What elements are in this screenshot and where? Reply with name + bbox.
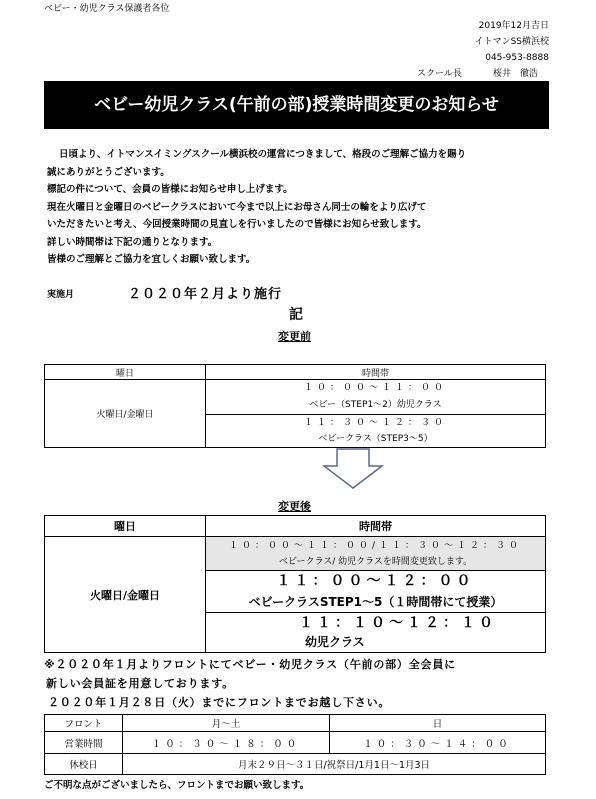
body-line: 詳しい時間帯は下記の通りとなります。 [47,236,218,248]
after-slot-2-class: 幼児クラス [305,635,365,649]
notice-line-1: ※２０２０年１月よりフロントにてベビー・幼児クラス（午前の部）全会員に [44,658,456,671]
principal-name: 桜井 徹浩 [493,69,539,79]
after-old-times: １０：００～１１：００/１１：３０～１２：３０ [228,540,523,551]
front-col-label: フロント [45,715,123,732]
front-hours-sunday: １０：３０～１４：００ [330,732,546,754]
footer-note: ご不明な点がございましたら、フロントまでお願い致します。 [44,780,310,791]
after-slot-1 [206,571,546,613]
down-arrow-icon [322,448,384,490]
front-closed-label: 休校日 [45,754,123,775]
ki-heading: 記 [289,307,303,323]
before-col-time: 時間帯 [206,365,546,380]
before-slot-2 [206,415,546,448]
after-heading: 変更後 [278,500,311,513]
before-slot-1-class: ベビー（STEP1～2）幼児クラス [309,400,442,410]
after-slot-2 [206,613,546,653]
phone-number: 045-953-8888 [485,53,549,63]
before-day-cell: 火曜日/金曜日 [45,380,206,448]
notice-line-3: ２０２０年１月２８日（火）までにフロントまでお越し下さい。 [48,696,391,709]
before-heading: 変更前 [278,330,311,343]
body-line: いただきたいと考え、今回授業時間の見直しを行いましたので皆様にお知らせ致します。 [47,219,427,230]
after-old-note: ベビークラス/ 幼児クラスを時間変更致します。 [278,556,473,567]
before-slot-2-class: ベビークラス（STEP3～5） [318,434,433,444]
after-slot-1-class: ベビークラスSTEP1～5（１時間帯にて授業） [248,595,503,609]
before-slot-2-time: １１：３０～１２：３０ [303,418,447,428]
recipient: ベビー・幼児クラス保護者各位 [44,4,170,14]
after-col-time: 時間帯 [206,516,546,537]
principal-title: スクール長 [417,69,462,79]
after-slot-1-time: １１：００～１２：００ [276,573,475,589]
notice-line-2: 新しい会員証を用意しております。 [46,677,234,690]
front-col-sunday: 日 [330,715,546,732]
body-line: 誠にありがとうございます。 [47,166,170,178]
front-hours-table [44,714,546,775]
after-slot-2-time: １１：１０～１２：１０ [299,615,497,631]
front-closed-value: 月末２９日～３１日/祝祭日/1月1日～1月3日 [123,754,546,775]
front-hours-weekday: １０：３０～１８：００ [123,732,330,754]
after-table [44,515,546,653]
body-line: 標記の件について、会員の皆様にお知らせ申し上げます。 [47,184,293,195]
before-slot-1 [206,380,546,415]
front-col-weekday: 月～土 [123,715,330,732]
body-text [47,146,557,269]
notice-banner: ベビー幼児クラス(午前の部)授業時間変更のお知らせ [44,81,549,129]
front-hours-label: 営業時間 [45,732,123,754]
body-line: 現在火曜日と金曜日のベビークラスにおいて今まで以上にお母さん同士の輪をより広げて [47,201,427,213]
school-name: イトマンSS横浜校 [474,37,549,47]
after-old-times-cell [206,537,546,571]
before-slot-1-time: １０：００～１１：００ [303,383,447,393]
effective-value: ２０２０年２月より施行 [128,287,283,302]
issue-date: 2019年12月吉日 [478,21,549,31]
after-day-cell: 火曜日/金曜日 [45,537,206,653]
body-line: 皆様のご理解とご協力を宜しくお願い致します。 [47,254,256,265]
body-line: 日頃より、イトマンスイミングスクール横浜校の運営につきまして、格段のご理解ご協力を賜り [59,149,467,160]
notice [44,655,574,712]
effective-label: 実施月 [47,290,75,300]
after-col-day: 曜日 [45,516,206,537]
before-col-day: 曜日 [45,365,206,380]
before-table [44,364,546,448]
